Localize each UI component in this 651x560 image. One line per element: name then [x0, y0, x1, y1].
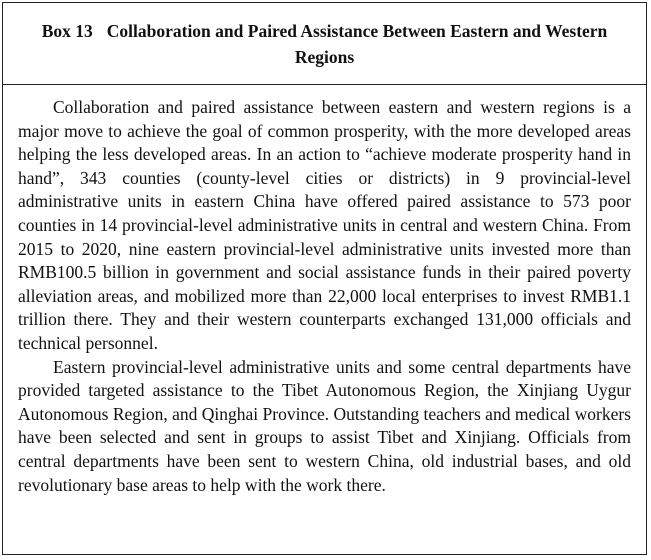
box-title [15, 18, 634, 70]
paragraph-1: Collaboration and paired assistance between eastern and western regions is a major move to achieve the goal of common prosperity, with the more developed areas helping the less developed areas. In an action to “achieve moderate prosperity hand in hand”, 343 counties (county-level cities or districts) in 9 provincial-level administrative units in eastern China have offered paired assistance to 573 poor counties in 14 provincial-level administrative units in central and western China. From 2015 to 2020, nine eastern provincial-level administrative units invested more than RMB100.5 billion in government and social assistance funds in their paired poverty alleviation areas, and mobilized more than 22,000 local enterprises to invest RMB1.1 trillion there. They and their western counterparts exchanged 131,000 officials and technical personnel. [18, 97, 631, 353]
text-box [2, 2, 647, 555]
box-body [3, 85, 646, 497]
box-title-text: Collaboration and Paired Assistance Between Eastern and Western Regions [106, 20, 608, 67]
box-label: Box 13 [41, 20, 93, 41]
box-header [3, 3, 646, 85]
paragraph-2: Eastern provincial-level administrative units and some central departments have provided targeted assistance to the Tibet Autonomous Region, the Xinjiang Uygur Autonomous Region, and Qinghai Province. Outstanding teachers and medical workers have been selected and sent in groups to assist Tibet and Xinjiang. Officials from central departments have been sent to western China, old industrial bases, and old revolutionary base areas to help with the work there. [18, 356, 631, 495]
